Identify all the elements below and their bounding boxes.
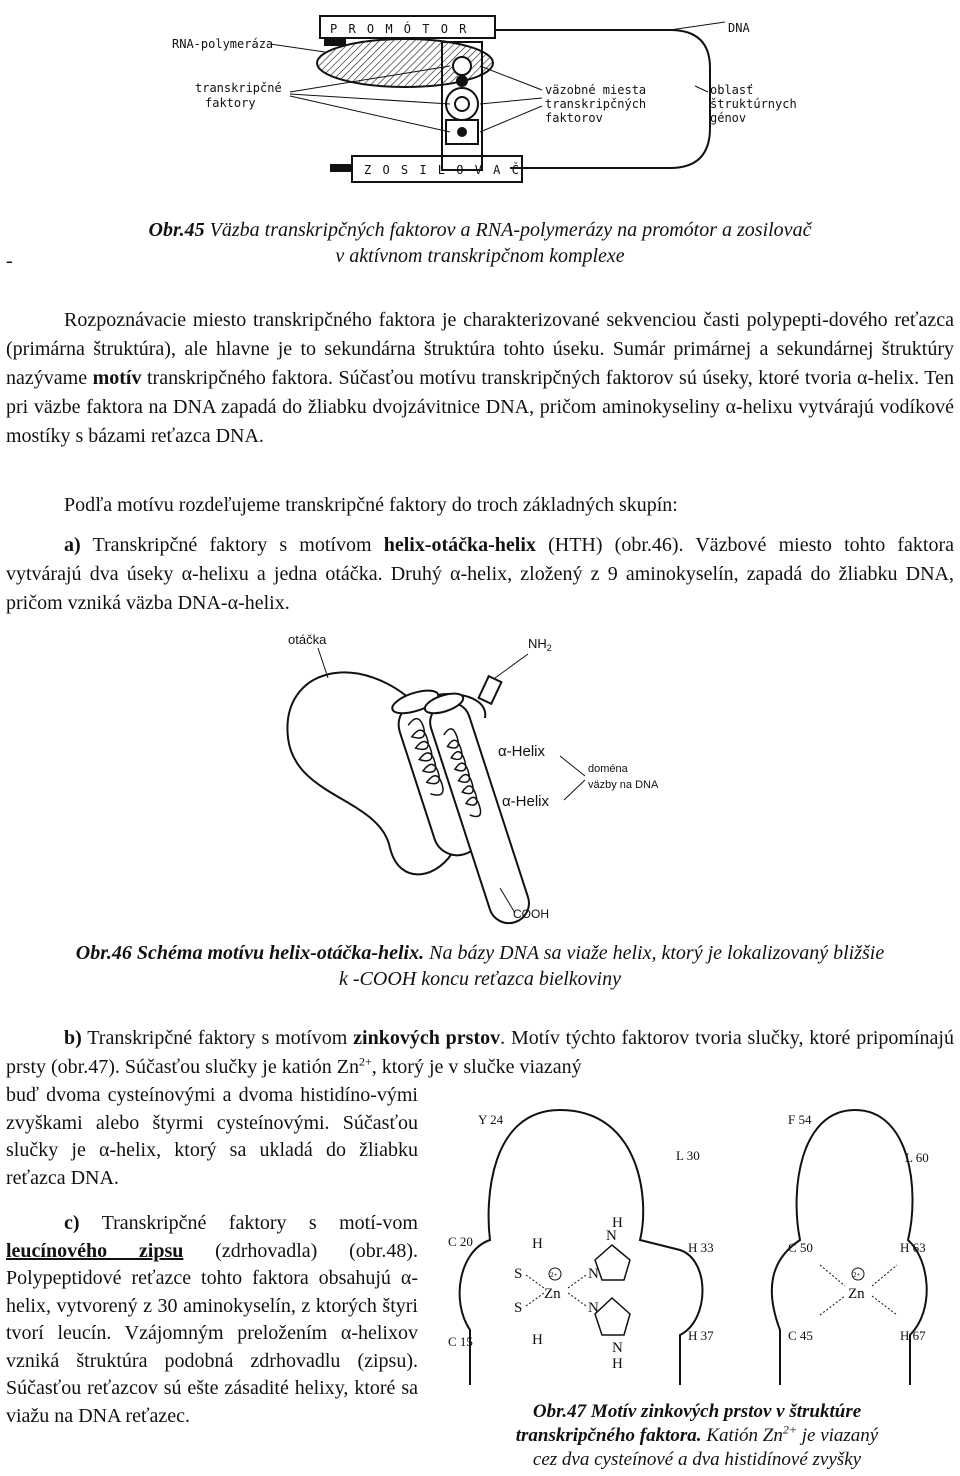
rna-pol-label: RNA-polymeráza <box>172 37 274 51</box>
dna-arrow <box>670 22 725 30</box>
label-l60: L 60 <box>905 1150 929 1165</box>
zn-1: Zn <box>544 1286 561 1302</box>
region-label-2: štruktúrnych <box>710 97 797 111</box>
figure-46 <box>270 628 690 928</box>
label-c50: C 50 <box>788 1240 813 1255</box>
caption-45-label: Obr.45 <box>148 219 205 241</box>
s-1: S <box>514 1266 523 1282</box>
stray-dash: - <box>6 250 13 272</box>
paragraph-leucine <box>6 1210 418 1430</box>
helix1-label: α-Helix <box>498 743 546 760</box>
label-f54: F 54 <box>788 1112 812 1127</box>
caption-47-title2: transkripčného faktora. <box>515 1425 702 1446</box>
zn-2: Zn <box>848 1286 865 1302</box>
figure-45 <box>150 8 830 198</box>
paragraph-motif <box>6 306 954 451</box>
label-h33: H 33 <box>688 1240 714 1255</box>
caption-47-text3: cez dva cysteínové a dva histidínové zvyšky <box>532 1449 862 1470</box>
cooh-label: COOH <box>513 907 549 921</box>
tf-label-1: transkripčné <box>195 81 282 95</box>
p4-label: b) <box>64 1027 82 1049</box>
caption-47-text2: je viazaný <box>801 1425 879 1446</box>
p4-text-a: Transkripčné faktory s motívom <box>81 1027 354 1049</box>
p3-text-a: Transkripčné faktory s motívom <box>80 534 384 556</box>
s-2: S <box>514 1300 523 1316</box>
rna-pol-pointer <box>270 44 325 52</box>
n-4: N <box>612 1340 623 1356</box>
paragraph-zinc <box>6 1024 954 1082</box>
caption-46-title: Schéma motívu helix-otáčka-helix. <box>136 942 425 964</box>
n-2: N <box>588 1300 599 1316</box>
p1-bold-motiv: motív <box>92 367 142 389</box>
figure-47 <box>440 1100 955 1390</box>
label-y24: Y 24 <box>478 1112 504 1127</box>
label-c15: C 15 <box>448 1334 473 1349</box>
caption-47-sup: 2+ <box>782 1422 797 1437</box>
caption-45-line1: Väzba transkripčných faktorov a RNA-polymerázy na promótor a zosilovač <box>209 219 812 241</box>
caption-46-text1: Na bázy DNA sa viaže helix, ktorý je lokalizovaný bližšie <box>429 942 885 964</box>
label-l30: L 30 <box>676 1148 700 1163</box>
caption-45-line2: v aktívnom transkripčnom komplexe <box>335 245 625 267</box>
p4-text-d: , ktorý je v slučke viazaný <box>371 1056 582 1078</box>
p4-bold: zinkových prstov <box>353 1027 501 1049</box>
dna-label: DNA <box>728 21 750 35</box>
p3-bold: helix-otáčka-helix <box>383 534 536 556</box>
p5-text-c: (zdrhovadla) (obr.48). Polypeptidové reťazce tohto faktora obsahujú α-helix, vytvorený z 30 aminokyselín, z ktorých štyri tvorí leucín. Vzájomným preložením α-helixov vzniká štruktúra podobná zdrhovadlu (zipsu). Súčasťou reťazcov sú ešte zásadité helixy, ktoré sa viažu na DNA reťazec. <box>6 1239 419 1427</box>
domena-label-2: väzby na DNA <box>588 779 659 791</box>
nh2-label: $NH_2$ <box>528 636 552 653</box>
p5-bold: leucínového zipsu <box>6 1239 184 1262</box>
caption-47-text1: Katión Zn <box>706 1425 783 1446</box>
p5-text-a: Transkripčné faktory s motí-vom <box>79 1212 418 1234</box>
paragraph-zinc-cont: buď dvoma cysteínovými a dvoma histidíno-vými zvyškami alebo štyrmi cysteínovými. Súčasťou slučky je α-helix, ktorý sa ukladá do žliabku reťazca DNA. <box>6 1084 418 1189</box>
tf-label-2: faktory <box>205 96 256 110</box>
region-label-3: génov <box>710 111 747 125</box>
finger-1 <box>460 1110 703 1385</box>
p4-text-c: . Motív týchto faktorov tvoria slučky, ktoré pripomínajú prsty (obr.47). Súčasťou slučky je katión Zn <box>6 1027 954 1078</box>
paragraph-hth <box>6 531 954 618</box>
bind-label-3: faktorov <box>545 111 603 125</box>
p3-label: a) <box>64 534 81 556</box>
region-label-1: oblasť <box>710 83 754 97</box>
p3-text-c: (HTH) (obr.46). Väzbové miesto tohto faktora vytvárajú dva úseky α-helixu a jedna otáčka. Druhý α-helix, zložený z 9 aminokyselín, zapadá do žliabku DNA, pričom vzniká väzba DNA-α-helix. <box>6 534 954 614</box>
zn-2-charge: 2+ <box>853 1271 861 1279</box>
caption-45 <box>0 217 960 269</box>
caption-46-label: Obr.46 <box>75 942 132 964</box>
p5-label: c) <box>64 1212 80 1234</box>
caption-47 <box>438 1400 956 1472</box>
helix2-label: α-Helix <box>502 793 550 810</box>
p1-text-c: transkripčného faktora. Súčasťou motívu transkripčných faktorov sú úseky, ktoré tvoria α-helix. Ten pri väzbe faktora na DNA zapadá do žliabku dvojzávitnice DNA, pričom aminokyseliny α-helixu vytvárajú vodíkové mostíky s bázami reťazca DNA. <box>6 367 954 447</box>
caption-47-label: Obr.47 <box>532 1401 587 1422</box>
n-3: N <box>606 1228 617 1244</box>
label-h67: H 67 <box>900 1328 926 1343</box>
label-h37: H 37 <box>688 1328 714 1343</box>
dna-bar-top <box>324 38 346 46</box>
bind-label-1: väzobné miesta <box>545 83 647 97</box>
domena-label-1: doména <box>588 763 628 775</box>
zn-1-charge: 2+ <box>550 1271 558 1279</box>
h-2: H <box>532 1332 543 1348</box>
h-1: H <box>532 1236 543 1252</box>
caption-46-text2: k -COOH koncu reťazca bielkoviny <box>339 968 621 990</box>
paragraph-groups: Podľa motívu rozdeľujeme transkripčné faktory do troch základných skupín: <box>64 494 678 516</box>
caption-47-title1: Motív zinkových prstov v štruktúre <box>590 1401 862 1422</box>
label-c20: C 20 <box>448 1234 473 1249</box>
h-3: H <box>612 1215 623 1231</box>
p4-sup: 2+ <box>358 1054 372 1069</box>
zosilovac-label: Z O S I L O V A Č <box>364 163 521 177</box>
otacka-label: otáčka <box>288 632 327 647</box>
caption-46 <box>0 940 960 992</box>
p1-text-a: Rozpoznávacie miesto transkripčného faktora je charakterizované sekvenciou časti polypepti-dového reťazca (primárna štruktúra), ale hlavne je to sekundárna štruktúra tohto úseku. Sumár primárnej a sekundárnej štruktúry nazývame <box>6 309 954 389</box>
label-c45: C 45 <box>788 1328 813 1343</box>
label-h63: H 63 <box>900 1240 926 1255</box>
n-1: N <box>588 1266 599 1282</box>
promotor-label: P R O M Ó T O R <box>330 22 469 36</box>
bind-label-2: transkripčných <box>545 97 647 111</box>
h-4: H <box>612 1356 623 1372</box>
